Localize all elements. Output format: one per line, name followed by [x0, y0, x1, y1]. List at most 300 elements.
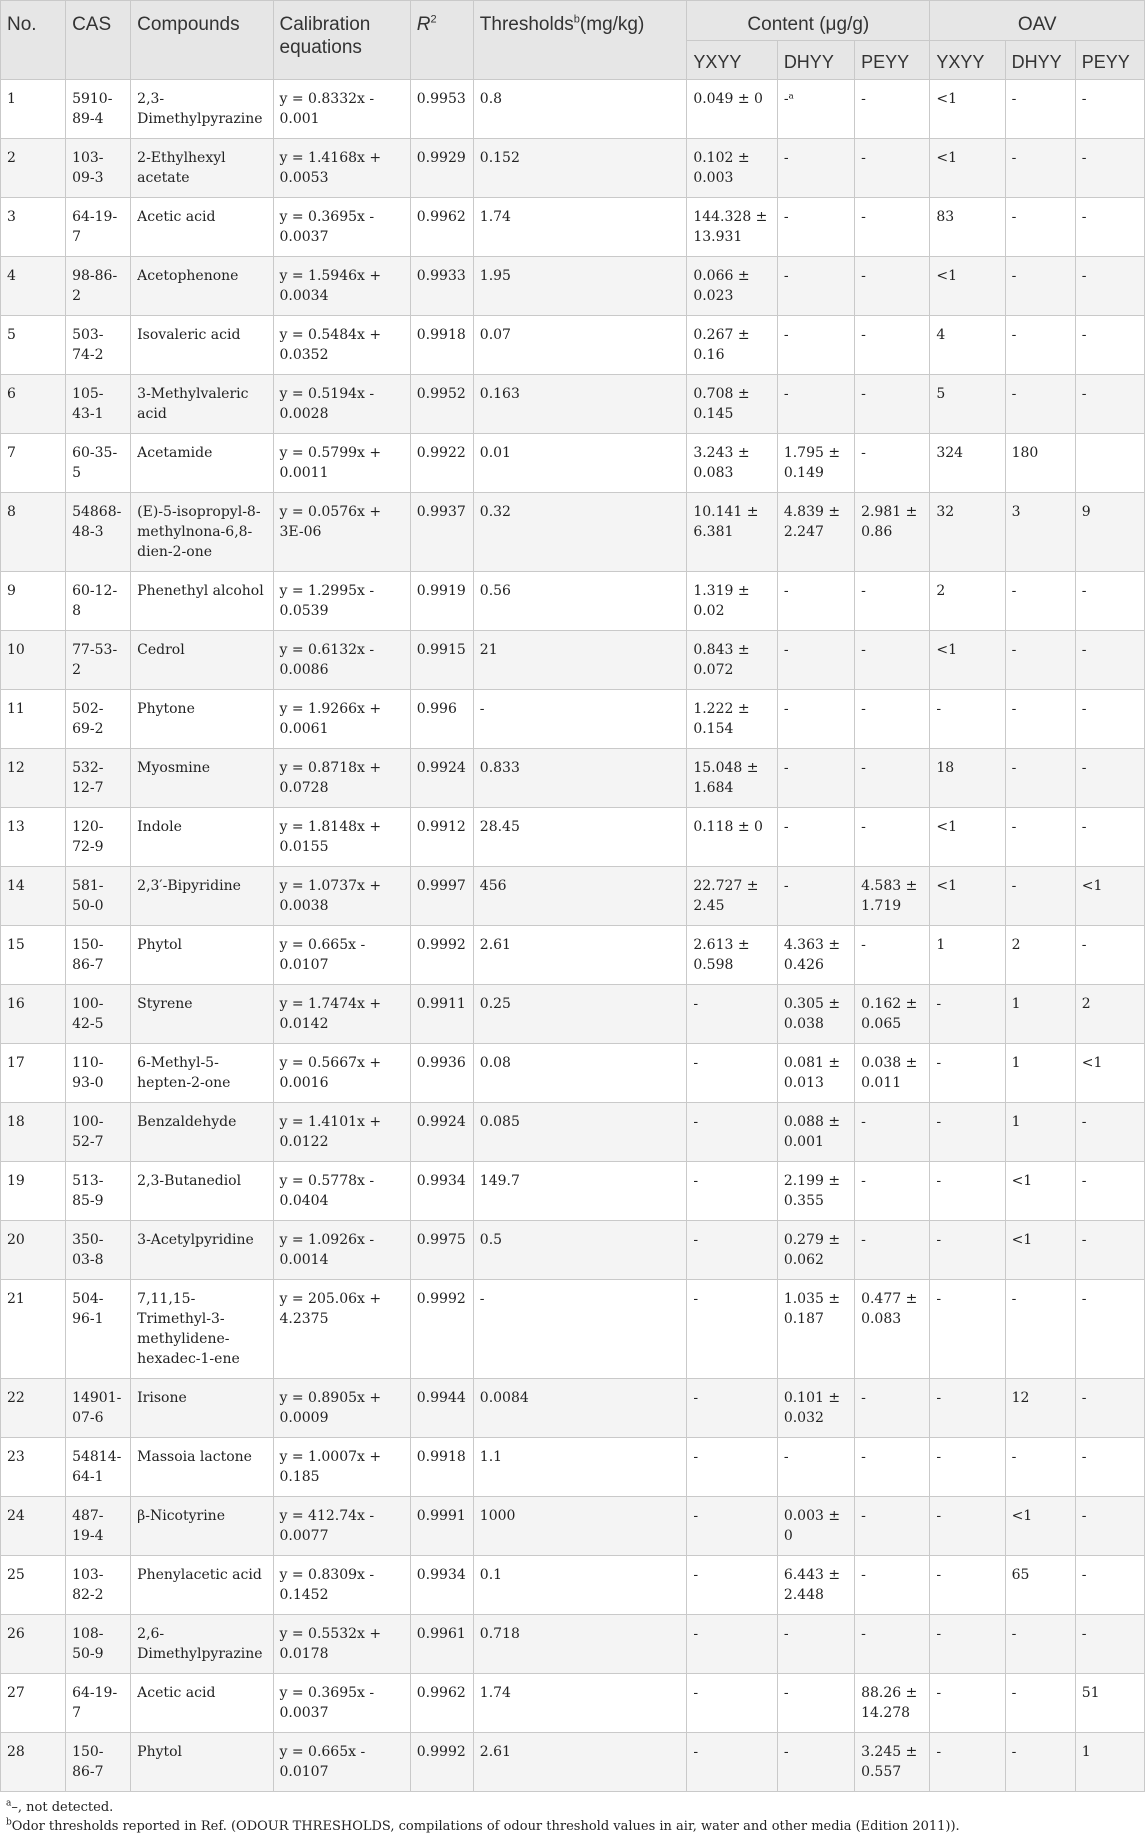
cell-content-dhyy: -: [777, 631, 854, 690]
cell-content-yxyy: -: [687, 1615, 777, 1674]
cell-content-dhyy: -: [777, 749, 854, 808]
cell-content-dhyy: 0.088 ± 0.001: [777, 1103, 854, 1162]
cell-threshold: 0.163: [473, 375, 687, 434]
cell-content-dhyy: -ᵃ: [777, 80, 854, 139]
cell-content-peyy: -: [855, 1556, 930, 1615]
cell-r-squared: 0.9912: [410, 808, 473, 867]
footnote-b-text: Odor thresholds reported in Ref. (ODOUR THRESHOLDS, compilations of odour threshold values in air, water and other media (Edition 2011)).: [11, 1819, 960, 1834]
table-row: [1, 434, 1145, 493]
thresholds-footnote-mark: b: [573, 13, 580, 26]
cell-oav-yxyy: -: [930, 1044, 1005, 1103]
cell-content-dhyy: 6.443 ± 2.448: [777, 1556, 854, 1615]
cell-content-dhyy: -: [777, 808, 854, 867]
cell-oav-peyy: <1: [1075, 1044, 1144, 1103]
cell-oav-peyy: -: [1075, 257, 1144, 316]
cell-r-squared: 0.9918: [410, 1438, 473, 1497]
cell-compound: 2,3-Dimethylpyrazine: [131, 80, 273, 139]
cell-no: 10: [1, 631, 66, 690]
table-row: [1, 493, 1145, 572]
cell-r-squared: 0.9961: [410, 1615, 473, 1674]
cell-content-dhyy: -: [777, 198, 854, 257]
cell-content-peyy: -: [855, 690, 930, 749]
table-row: [1, 80, 1145, 139]
cell-content-peyy: -: [855, 316, 930, 375]
cell-r-squared: 0.9919: [410, 572, 473, 631]
cell-no: 6: [1, 375, 66, 434]
cell-content-yxyy: 1.319 ± 0.02: [687, 572, 777, 631]
cell-oav-peyy: -: [1075, 198, 1144, 257]
cell-threshold: 0.1: [473, 1556, 687, 1615]
cell-content-dhyy: -: [777, 1733, 854, 1792]
cell-threshold: 1.95: [473, 257, 687, 316]
cell-cas: 54868-48-3: [66, 493, 131, 572]
table-row: [1, 1556, 1145, 1615]
cell-content-yxyy: -: [687, 1044, 777, 1103]
footnote-a: [6, 1798, 1139, 1817]
cell-cas: 150-86-7: [66, 926, 131, 985]
table-row: [1, 808, 1145, 867]
cell-oav-yxyy: -: [930, 1438, 1005, 1497]
cell-content-yxyy: -: [687, 1162, 777, 1221]
header-content: Content (μg/g): [687, 1, 930, 41]
cell-threshold: 1.74: [473, 198, 687, 257]
table-body: [1, 80, 1145, 1792]
cell-oav-yxyy: -: [930, 985, 1005, 1044]
cell-compound: Acetamide: [131, 434, 273, 493]
cell-cas: 77-53-2: [66, 631, 131, 690]
table-row: [1, 926, 1145, 985]
cell-no: 12: [1, 749, 66, 808]
cell-compound: β-Nicotyrine: [131, 1497, 273, 1556]
cell-calibration-equation: y = 0.5667x + 0.0016: [273, 1044, 410, 1103]
cell-content-yxyy: 22.727 ± 2.45: [687, 867, 777, 926]
cell-content-dhyy: 0.081 ± 0.013: [777, 1044, 854, 1103]
cell-cas: 513-85-9: [66, 1162, 131, 1221]
cell-oav-peyy: <1: [1075, 867, 1144, 926]
cell-content-peyy: 4.583 ± 1.719: [855, 867, 930, 926]
cell-content-dhyy: 0.003 ± 0: [777, 1497, 854, 1556]
cell-content-yxyy: 2.613 ± 0.598: [687, 926, 777, 985]
cell-oav-dhyy: -: [1005, 316, 1075, 375]
cell-compound: Phytol: [131, 926, 273, 985]
r2-superscript: 2: [430, 13, 437, 26]
header-thresholds: [473, 1, 687, 80]
cell-threshold: -: [473, 1280, 687, 1379]
cell-content-dhyy: -: [777, 1615, 854, 1674]
cell-compound: 3-Methylvaleric acid: [131, 375, 273, 434]
cell-content-peyy: -: [855, 1162, 930, 1221]
cell-calibration-equation: y = 0.665x - 0.0107: [273, 1733, 410, 1792]
cell-threshold: 0.07: [473, 316, 687, 375]
cell-compound: Phenethyl alcohol: [131, 572, 273, 631]
cell-calibration-equation: y = 0.8718x + 0.0728: [273, 749, 410, 808]
header-no: No.: [1, 1, 66, 80]
cell-content-dhyy: -: [777, 867, 854, 926]
cell-cas: 120-72-9: [66, 808, 131, 867]
cell-calibration-equation: y = 1.7474x + 0.0142: [273, 985, 410, 1044]
cell-r-squared: 0.9944: [410, 1379, 473, 1438]
cell-oav-yxyy: -: [930, 1280, 1005, 1379]
cell-r-squared: 0.9992: [410, 926, 473, 985]
header-r-squared: [410, 1, 473, 80]
cell-compound: Isovaleric acid: [131, 316, 273, 375]
table-row: [1, 1497, 1145, 1556]
cell-compound: Benzaldehyde: [131, 1103, 273, 1162]
cell-r-squared: 0.9962: [410, 198, 473, 257]
cell-oav-yxyy: <1: [930, 257, 1005, 316]
cell-content-yxyy: 144.328 ± 13.931: [687, 198, 777, 257]
cell-cas: 504-96-1: [66, 1280, 131, 1379]
cell-oav-dhyy: -: [1005, 1674, 1075, 1733]
cell-no: 11: [1, 690, 66, 749]
cell-content-peyy: -: [855, 375, 930, 434]
cell-r-squared: 0.9933: [410, 257, 473, 316]
cell-r-squared: 0.9934: [410, 1556, 473, 1615]
cell-compound: Myosmine: [131, 749, 273, 808]
cell-no: 19: [1, 1162, 66, 1221]
cell-content-yxyy: 0.049 ± 0: [687, 80, 777, 139]
cell-oav-peyy: -: [1075, 139, 1144, 198]
cell-oav-dhyy: -: [1005, 1733, 1075, 1792]
cell-cas: 54814-64-1: [66, 1438, 131, 1497]
cell-no: 28: [1, 1733, 66, 1792]
subheader-content-yxyy: YXYY: [687, 41, 777, 80]
cell-calibration-equation: y = 1.4101x + 0.0122: [273, 1103, 410, 1162]
cell-r-squared: 0.9992: [410, 1280, 473, 1379]
header-cas: CAS: [66, 1, 131, 80]
thresholds-label: Thresholds: [479, 14, 574, 35]
cell-oav-dhyy: <1: [1005, 1221, 1075, 1280]
cell-content-yxyy: 0.708 ± 0.145: [687, 375, 777, 434]
footnote-a-text: –, not detected.: [11, 1800, 114, 1815]
table-row: [1, 316, 1145, 375]
cell-threshold: 0.32: [473, 493, 687, 572]
cell-calibration-equation: y = 1.8148x + 0.0155: [273, 808, 410, 867]
cell-oav-peyy: -: [1075, 316, 1144, 375]
cell-oav-dhyy: 1: [1005, 1044, 1075, 1103]
cell-oav-dhyy: 1: [1005, 985, 1075, 1044]
cell-content-dhyy: 2.199 ± 0.355: [777, 1162, 854, 1221]
cell-oav-peyy: -: [1075, 808, 1144, 867]
table-row: [1, 139, 1145, 198]
cell-content-yxyy: -: [687, 1221, 777, 1280]
cell-calibration-equation: y = 0.5778x - 0.0404: [273, 1162, 410, 1221]
cell-no: 25: [1, 1556, 66, 1615]
cell-oav-dhyy: -: [1005, 1438, 1075, 1497]
cell-calibration-equation: y = 0.5194x - 0.0028: [273, 375, 410, 434]
cell-threshold: 0.8: [473, 80, 687, 139]
cell-oav-dhyy: -: [1005, 198, 1075, 257]
cell-cas: 502-69-2: [66, 690, 131, 749]
cell-compound: 6-Methyl-5-hepten-2-one: [131, 1044, 273, 1103]
cell-content-peyy: -: [855, 434, 930, 493]
cell-no: 2: [1, 139, 66, 198]
cell-oav-yxyy: 32: [930, 493, 1005, 572]
cell-oav-dhyy: -: [1005, 749, 1075, 808]
cell-oav-peyy: -: [1075, 1103, 1144, 1162]
cell-oav-peyy: -: [1075, 1162, 1144, 1221]
cell-calibration-equation: y = 1.0737x + 0.0038: [273, 867, 410, 926]
footnote-b: [6, 1817, 1139, 1836]
cell-oav-peyy: 51: [1075, 1674, 1144, 1733]
cell-cas: 5910-89-4: [66, 80, 131, 139]
cell-oav-dhyy: -: [1005, 808, 1075, 867]
cell-cas: 532-12-7: [66, 749, 131, 808]
cell-oav-dhyy: -: [1005, 1615, 1075, 1674]
cell-threshold: 1000: [473, 1497, 687, 1556]
cell-oav-dhyy: -: [1005, 572, 1075, 631]
cell-content-yxyy: 0.118 ± 0: [687, 808, 777, 867]
footnote-a-mark: a: [6, 1798, 12, 1809]
cell-compound: Styrene: [131, 985, 273, 1044]
cell-calibration-equation: y = 1.2995x - 0.0539: [273, 572, 410, 631]
cell-threshold: 0.0084: [473, 1379, 687, 1438]
cell-content-peyy: -: [855, 749, 930, 808]
r2-base: R: [416, 14, 431, 35]
cell-compound: Acetic acid: [131, 1674, 273, 1733]
subheader-content-dhyy: DHYY: [777, 41, 854, 80]
cell-r-squared: 0.9922: [410, 434, 473, 493]
table-row: [1, 375, 1145, 434]
cell-content-dhyy: 1.795 ± 0.149: [777, 434, 854, 493]
cell-r-squared: 0.9952: [410, 375, 473, 434]
table-row: [1, 1103, 1145, 1162]
subheader-oav-peyy: PEYY: [1075, 41, 1144, 80]
table-row: [1, 1221, 1145, 1280]
cell-threshold: 0.085: [473, 1103, 687, 1162]
cell-calibration-equation: y = 0.5532x + 0.0178: [273, 1615, 410, 1674]
cell-content-yxyy: 3.243 ± 0.083: [687, 434, 777, 493]
cell-threshold: -: [473, 690, 687, 749]
cell-content-yxyy: 0.267 ± 0.16: [687, 316, 777, 375]
cell-oav-peyy: -: [1075, 690, 1144, 749]
cell-oav-yxyy: -: [930, 690, 1005, 749]
cell-oav-peyy: -: [1075, 1438, 1144, 1497]
cell-oav-peyy: -: [1075, 1221, 1144, 1280]
cell-r-squared: 0.9991: [410, 1497, 473, 1556]
cell-oav-dhyy: <1: [1005, 1162, 1075, 1221]
cell-content-dhyy: -: [777, 316, 854, 375]
cell-oav-dhyy: <1: [1005, 1497, 1075, 1556]
subheader-oav-yxyy: YXYY: [930, 41, 1005, 80]
cell-r-squared: 0.9975: [410, 1221, 473, 1280]
cell-r-squared: 0.9929: [410, 139, 473, 198]
cell-content-dhyy: -: [777, 690, 854, 749]
cell-oav-peyy: -: [1075, 749, 1144, 808]
cell-no: 27: [1, 1674, 66, 1733]
cell-oav-dhyy: 12: [1005, 1379, 1075, 1438]
cell-calibration-equation: y = 1.0926x - 0.0014: [273, 1221, 410, 1280]
cell-oav-peyy: 2: [1075, 985, 1144, 1044]
cell-cas: 60-12-8: [66, 572, 131, 631]
cell-oav-peyy: [1075, 434, 1144, 493]
cell-content-peyy: 3.245 ± 0.557: [855, 1733, 930, 1792]
cell-cas: 103-09-3: [66, 139, 131, 198]
cell-content-dhyy: 0.101 ± 0.032: [777, 1379, 854, 1438]
cell-calibration-equation: y = 0.6132x - 0.0086: [273, 631, 410, 690]
cell-cas: 581-50-0: [66, 867, 131, 926]
cell-r-squared: 0.9924: [410, 749, 473, 808]
cell-oav-yxyy: -: [930, 1379, 1005, 1438]
cell-oav-dhyy: -: [1005, 80, 1075, 139]
cell-no: 9: [1, 572, 66, 631]
cell-no: 3: [1, 198, 66, 257]
cell-oav-yxyy: -: [930, 1674, 1005, 1733]
cell-oav-yxyy: -: [930, 1556, 1005, 1615]
cell-content-peyy: -: [855, 926, 930, 985]
cell-no: 16: [1, 985, 66, 1044]
cell-cas: 98-86-2: [66, 257, 131, 316]
cell-calibration-equation: y = 1.9266x + 0.0061: [273, 690, 410, 749]
cell-r-squared: 0.9934: [410, 1162, 473, 1221]
cell-oav-peyy: -: [1075, 631, 1144, 690]
cell-no: 24: [1, 1497, 66, 1556]
footnote-b-mark: b: [6, 1817, 12, 1828]
cell-oav-peyy: -: [1075, 1497, 1144, 1556]
cell-no: 8: [1, 493, 66, 572]
cell-content-peyy: -: [855, 631, 930, 690]
cell-oav-peyy: -: [1075, 375, 1144, 434]
cell-content-peyy: -: [855, 1221, 930, 1280]
cell-calibration-equation: y = 1.0007x + 0.185: [273, 1438, 410, 1497]
cell-oav-yxyy: -: [930, 1103, 1005, 1162]
cell-compound: 2-Ethylhexyl acetate: [131, 139, 273, 198]
cell-cas: 100-52-7: [66, 1103, 131, 1162]
cell-oav-yxyy: <1: [930, 808, 1005, 867]
cell-r-squared: 0.9962: [410, 1674, 473, 1733]
cell-cas: 100-42-5: [66, 985, 131, 1044]
cell-content-yxyy: -: [687, 1733, 777, 1792]
cell-r-squared: 0.9936: [410, 1044, 473, 1103]
cell-oav-yxyy: -: [930, 1733, 1005, 1792]
cell-content-yxyy: 0.102 ± 0.003: [687, 139, 777, 198]
cell-threshold: 0.152: [473, 139, 687, 198]
cell-oav-yxyy: 18: [930, 749, 1005, 808]
cell-calibration-equation: y = 0.8309x - 0.1452: [273, 1556, 410, 1615]
cell-r-squared: 0.9997: [410, 867, 473, 926]
cell-oav-yxyy: -: [930, 1221, 1005, 1280]
cell-oav-dhyy: -: [1005, 1280, 1075, 1379]
header-oav: OAV: [930, 1, 1145, 41]
cell-cas: 150-86-7: [66, 1733, 131, 1792]
cell-content-peyy: -: [855, 139, 930, 198]
cell-oav-peyy: -: [1075, 1379, 1144, 1438]
table-row: [1, 631, 1145, 690]
footnotes: [0, 1792, 1145, 1836]
cell-no: 18: [1, 1103, 66, 1162]
cell-no: 20: [1, 1221, 66, 1280]
cell-content-yxyy: -: [687, 1103, 777, 1162]
cell-r-squared: 0.9918: [410, 316, 473, 375]
cell-oav-dhyy: -: [1005, 257, 1075, 316]
table-row: [1, 1733, 1145, 1792]
cell-oav-yxyy: -: [930, 1615, 1005, 1674]
cell-cas: 350-03-8: [66, 1221, 131, 1280]
cell-cas: 64-19-7: [66, 198, 131, 257]
cell-oav-yxyy: <1: [930, 139, 1005, 198]
cell-content-peyy: 0.162 ± 0.065: [855, 985, 930, 1044]
cell-cas: 108-50-9: [66, 1615, 131, 1674]
cell-oav-dhyy: 3: [1005, 493, 1075, 572]
cell-no: 5: [1, 316, 66, 375]
cell-content-dhyy: -: [777, 1674, 854, 1733]
cell-oav-dhyy: 180: [1005, 434, 1075, 493]
cell-compound: Phenylacetic acid: [131, 1556, 273, 1615]
cell-no: 17: [1, 1044, 66, 1103]
cell-oav-dhyy: 65: [1005, 1556, 1075, 1615]
cell-no: 21: [1, 1280, 66, 1379]
subheader-content-peyy: PEYY: [855, 41, 930, 80]
cell-content-dhyy: 4.363 ± 0.426: [777, 926, 854, 985]
table-row: [1, 257, 1145, 316]
cell-oav-peyy: -: [1075, 1280, 1144, 1379]
cell-calibration-equation: y = 1.4168x + 0.0053: [273, 139, 410, 198]
cell-oav-yxyy: 83: [930, 198, 1005, 257]
table-row: [1, 1379, 1145, 1438]
cell-compound: 2,3′-Bipyridine: [131, 867, 273, 926]
cell-oav-peyy: -: [1075, 572, 1144, 631]
cell-threshold: 0.718: [473, 1615, 687, 1674]
cell-cas: 110-93-0: [66, 1044, 131, 1103]
cell-threshold: 149.7: [473, 1162, 687, 1221]
cell-cas: 64-19-7: [66, 1674, 131, 1733]
cell-threshold: 0.5: [473, 1221, 687, 1280]
cell-r-squared: 0.9924: [410, 1103, 473, 1162]
cell-threshold: 1.1: [473, 1438, 687, 1497]
cell-threshold: 21: [473, 631, 687, 690]
table-header: [1, 1, 1145, 80]
cell-content-yxyy: -: [687, 1674, 777, 1733]
cell-content-peyy: 0.477 ± 0.083: [855, 1280, 930, 1379]
cell-calibration-equation: y = 0.8905x + 0.0009: [273, 1379, 410, 1438]
cell-cas: 105-43-1: [66, 375, 131, 434]
cell-cas: 103-82-2: [66, 1556, 131, 1615]
table-row: [1, 1615, 1145, 1674]
table-row: [1, 1280, 1145, 1379]
cell-oav-peyy: 1: [1075, 1733, 1144, 1792]
cell-oav-peyy: -: [1075, 1556, 1144, 1615]
cell-content-yxyy: 0.066 ± 0.023: [687, 257, 777, 316]
cell-content-yxyy: 1.222 ± 0.154: [687, 690, 777, 749]
table-row: [1, 1044, 1145, 1103]
cell-calibration-equation: y = 205.06x + 4.2375: [273, 1280, 410, 1379]
cell-threshold: 28.45: [473, 808, 687, 867]
table-row: [1, 985, 1145, 1044]
cell-content-dhyy: -: [777, 139, 854, 198]
cell-content-yxyy: -: [687, 1379, 777, 1438]
cell-calibration-equation: y = 1.5946x + 0.0034: [273, 257, 410, 316]
cell-cas: 487-19-4: [66, 1497, 131, 1556]
cell-oav-peyy: -: [1075, 926, 1144, 985]
cell-r-squared: 0.996: [410, 690, 473, 749]
cell-content-dhyy: -: [777, 375, 854, 434]
cell-oav-yxyy: 4: [930, 316, 1005, 375]
cell-compound: Phytone: [131, 690, 273, 749]
cell-r-squared: 0.9992: [410, 1733, 473, 1792]
cell-content-peyy: -: [855, 1103, 930, 1162]
table-row: [1, 1162, 1145, 1221]
cell-threshold: 0.08: [473, 1044, 687, 1103]
cell-compound: Indole: [131, 808, 273, 867]
cell-oav-dhyy: 2: [1005, 926, 1075, 985]
cell-content-peyy: 88.26 ± 14.278: [855, 1674, 930, 1733]
cell-oav-dhyy: -: [1005, 867, 1075, 926]
cell-oav-yxyy: 324: [930, 434, 1005, 493]
cell-compound: Phytol: [131, 1733, 273, 1792]
cell-content-dhyy: -: [777, 257, 854, 316]
cell-threshold: 0.56: [473, 572, 687, 631]
cell-compound: 2,3-Butanediol: [131, 1162, 273, 1221]
